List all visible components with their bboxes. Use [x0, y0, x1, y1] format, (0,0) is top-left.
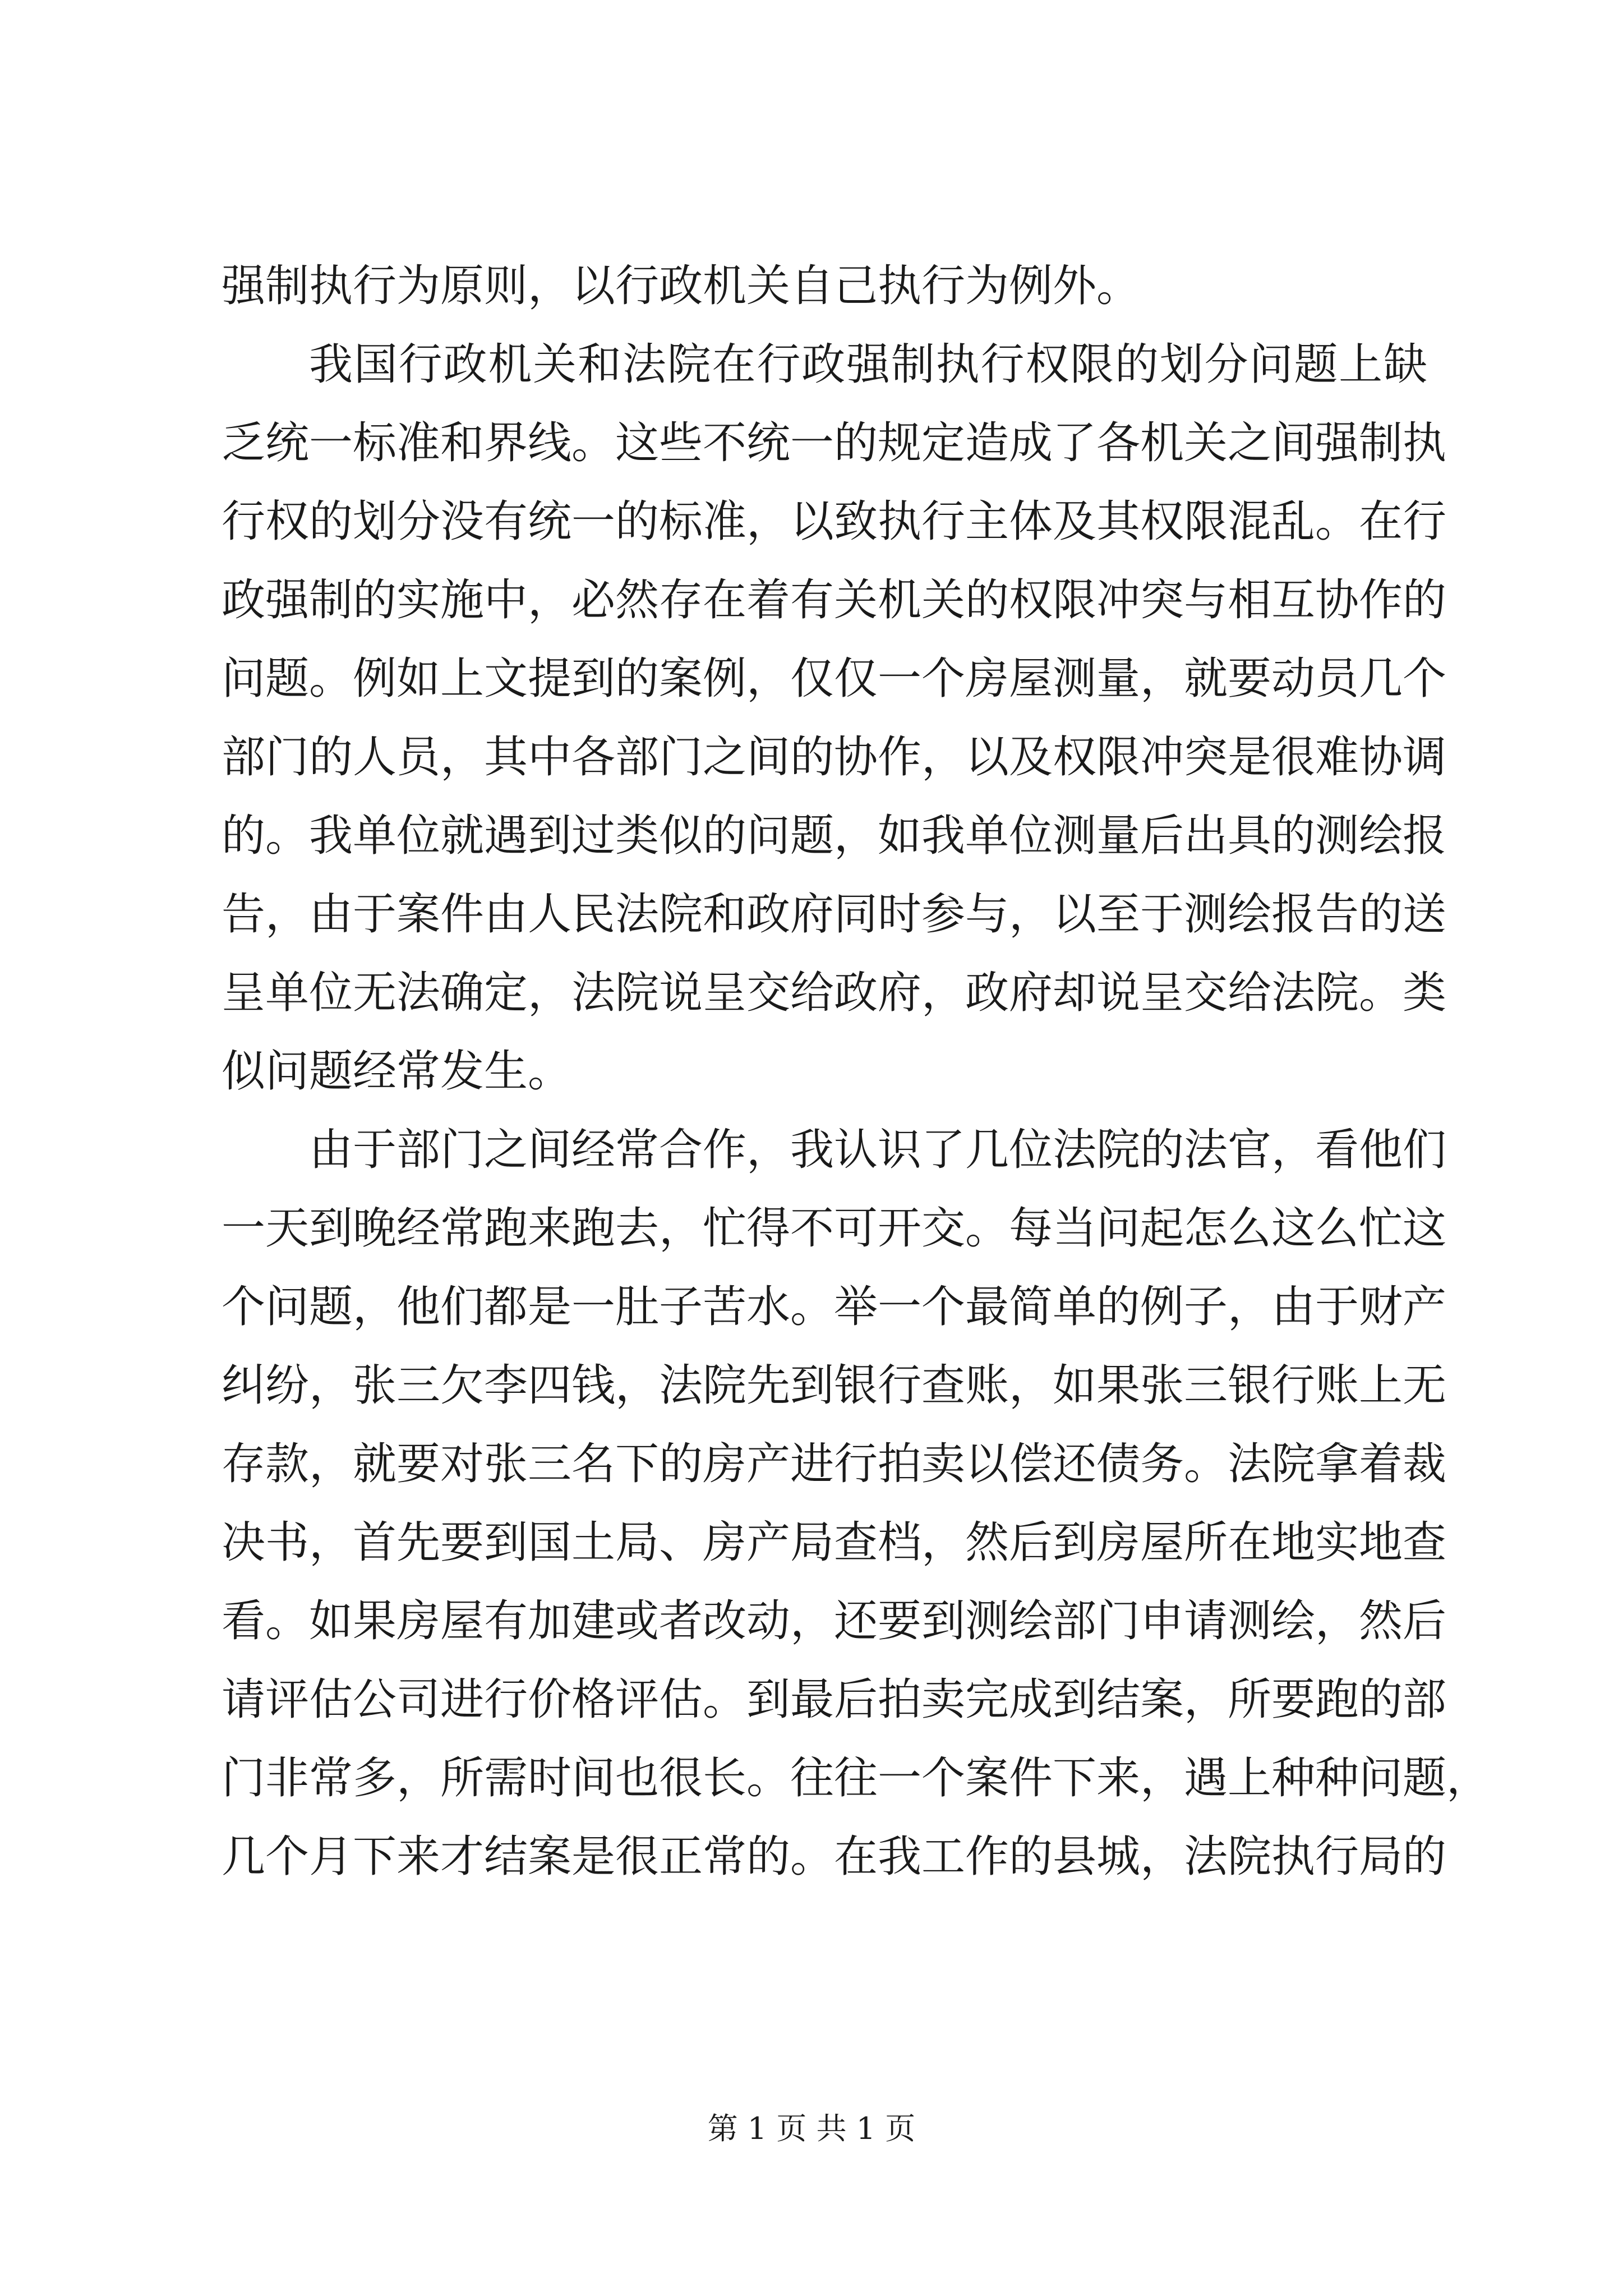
text-line-18: 看。如果房屋有加建或者改动，还要到测绘部门申请测绘，然后	[222, 1596, 1447, 1646]
text-line-16: 存款，就要对张三名下的房产进行拍卖以偿还债务。法院拿着裁	[222, 1439, 1447, 1489]
text-line-19: 请评估公司进行价格评估。到最后拍卖完成到结案，所要跑的部	[222, 1674, 1447, 1725]
text-line-2: 我国行政机关和法院在行政强制执行权限的划分问题上缺	[309, 339, 1427, 390]
text-line-8: 的。我单位就遇到过类似的问题，如我单位测量后出具的测绘报	[222, 811, 1447, 861]
page-number-footer: 第 1 页 共 1 页	[707, 2111, 916, 2146]
text-line-9: 告，由于案件由人民法院和政府同时参与，以至于测绘报告的送	[222, 889, 1447, 940]
text-line-20: 门非常多，所需时间也很长。往往一个案件下来，遇上种种问题，	[222, 1753, 1491, 1803]
text-line-6: 问题。例如上文提到的案例，仅仅一个房屋测量，就要动员几个	[222, 654, 1447, 704]
text-line-14: 个问题，他们都是一肚子苦水。举一个最简单的例子，由于财产	[222, 1282, 1447, 1332]
text-line-1: 强制执行为原则，以行政机关自己执行为例外。	[222, 261, 1141, 311]
text-line-11: 似问题经常发生。	[222, 1046, 572, 1097]
text-line-7: 部门的人员，其中各部门之间的协作，以及权限冲突是很难协调	[222, 732, 1447, 783]
text-line-21: 几个月下来才结案是很正常的。在我工作的县城，法院执行局的	[222, 1832, 1447, 1882]
text-line-13: 一天到晚经常跑来跑去，忙得不可开交。每当问起怎么这么忙这	[222, 1203, 1447, 1254]
text-line-15: 纠纷，张三欠李四钱，法院先到银行查账，如果张三银行账上无	[222, 1360, 1447, 1411]
text-line-10: 呈单位无法确定，法院说呈交给政府，政府却说呈交给法院。类	[222, 968, 1447, 1018]
text-line-5: 政强制的实施中，必然存在着有关机关的权限冲突与相互协作的	[222, 575, 1447, 625]
text-line-4: 行权的划分没有统一的标准，以致执行主体及其权限混乱。在行	[222, 496, 1447, 547]
text-line-17: 决书，首先要到国土局、房产局查档，然后到房屋所在地实地查	[222, 1517, 1447, 1568]
text-line-3: 乏统一标准和界线。这些不统一的规定造成了各机关之间强制执	[222, 418, 1447, 468]
text-line-12: 由于部门之间经常合作，我认识了几位法院的法官，看他们	[309, 1125, 1447, 1175]
